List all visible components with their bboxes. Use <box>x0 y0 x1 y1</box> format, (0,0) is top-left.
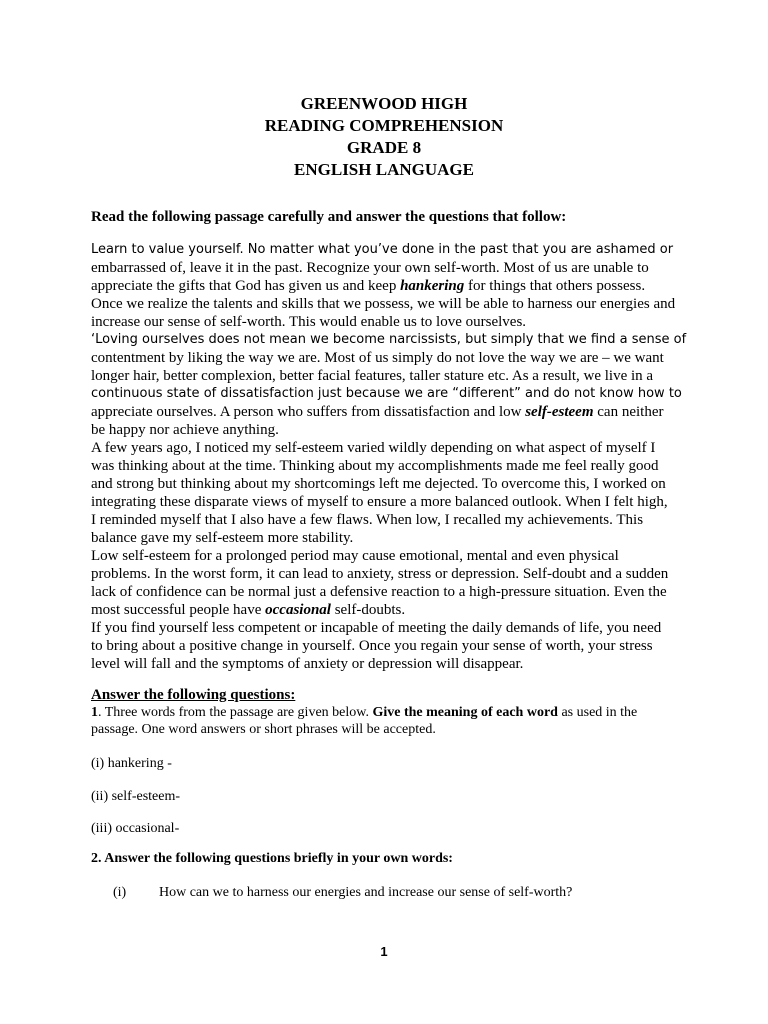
passage-line: Once we realize the talents and skills that we possess, we will be able to harness our energies and <box>91 296 676 312</box>
passage-text: appreciate the gifts that God has given us and keep <box>91 278 401 294</box>
vocab-word-occasional: occasional <box>265 602 331 618</box>
passage-line: I reminded myself that I also have a few flaws. When low, I recalled my achievements. This <box>91 512 644 528</box>
page-number: 1 <box>380 944 388 959</box>
passage-line: increase our sense of self-worth. This would enable us to love ourselves. <box>91 314 527 330</box>
document-header <box>0 93 768 181</box>
passage-line: lack of confidence can be normal just a defensive reaction to a high-pressure situation. Even the <box>91 584 667 600</box>
passage-line: and strong but thinking about my shortcomings left me dejected. To overcome this, I worked on <box>91 476 666 492</box>
language-title: ENGLISH LANGUAGE <box>294 160 474 179</box>
passage-line: If you find yourself less competent or incapable of meeting the daily demands of life, you need <box>91 620 662 636</box>
passage-text: appreciate ourselves. A person who suffers from dissatisfaction and low <box>91 404 526 420</box>
question-1-emphasis: Give the meaning of each word <box>372 705 558 720</box>
vocab-word-hankering: hankering <box>400 278 465 294</box>
question-1 <box>91 704 691 738</box>
subject-title: READING COMPREHENSION <box>264 116 504 135</box>
passage-line: integrating these disparate views of myself to ensure a more balanced outlook. When I felt high, <box>91 494 668 510</box>
question-1-line: passage. One word answers or short phrases will be accepted. <box>91 722 436 737</box>
passage-line: Low self-esteem for a prolonged period may cause emotional, mental and even physical <box>91 548 619 564</box>
vocab-word-self-esteem: self-esteem <box>525 404 594 420</box>
passage-line: level will fall and the symptoms of anxiety or depression will disappear. <box>91 656 524 672</box>
passage-line: problems. In the worst form, it can lead to anxiety, stress or depression. Self-doubt and a sudden <box>91 566 669 582</box>
answer-item-hankering: (i) hankering - <box>91 756 172 771</box>
passage-text: self-doubts. <box>330 602 406 618</box>
passage-line: embarrassed of, leave it in the past. Recognize your own self-worth. Most of us are unable to <box>91 260 649 276</box>
passage-line <box>91 403 691 421</box>
answer-item-occasional: (iii) occasional- <box>91 821 180 836</box>
question-2-i-number: (i) <box>113 885 127 900</box>
passage-line: ‘Loving ourselves does not mean we become narcissists, but simply that we find a sense of <box>91 332 687 347</box>
passage-text: can neither <box>593 404 664 420</box>
answer-item-self-esteem: (ii) self-esteem- <box>91 789 181 804</box>
passage-line <box>91 277 691 295</box>
question-2-i-text: How can we to harness our energies and increase our sense of self-worth? <box>159 885 573 900</box>
question-2: 2. Answer the following questions briefly in your own words: <box>91 851 453 866</box>
question-text: . Three words from the passage are given below. <box>98 705 373 720</box>
passage-line <box>91 601 691 619</box>
passage-text: most successful people have <box>91 602 266 618</box>
question-1-number: 1 <box>91 705 98 720</box>
passage-line: contentment by liking the way we are. Most of us simply do not love the way we are – we want <box>91 350 664 366</box>
school-name: GREENWOOD HIGH <box>300 94 468 113</box>
questions-heading: Answer the following questions: <box>91 687 296 703</box>
passage-line: balance gave my self-esteem more stability. <box>91 530 354 546</box>
grade-title: GRADE 8 <box>346 138 422 157</box>
reading-passage <box>91 241 691 673</box>
passage-line: Learn to value yourself. No matter what you’ve done in the past that you are ashamed or <box>91 242 674 257</box>
question-1-line <box>91 704 691 721</box>
passage-line: continuous state of dissatisfaction just because we are “different” and do not know how to <box>91 386 682 401</box>
passage-line: A few years ago, I noticed my self-esteem varied wildly depending on what aspect of myself I <box>91 440 656 456</box>
instruction-text: Read the following passage carefully and answer the questions that follow: <box>91 209 567 225</box>
passage-line: longer hair, better complexion, better facial features, taller stature etc. As a result, we live in a <box>91 368 654 384</box>
passage-line: to bring about a positive change in yourself. Once you regain your sense of worth, your stress <box>91 638 653 654</box>
passage-line: was thinking about at the time. Thinking about my accomplishments made me feel really good <box>91 458 659 474</box>
passage-line: be happy nor achieve anything. <box>91 422 279 438</box>
passage-text: for things that others possess. <box>464 278 646 294</box>
question-text: as used in the <box>557 705 638 720</box>
